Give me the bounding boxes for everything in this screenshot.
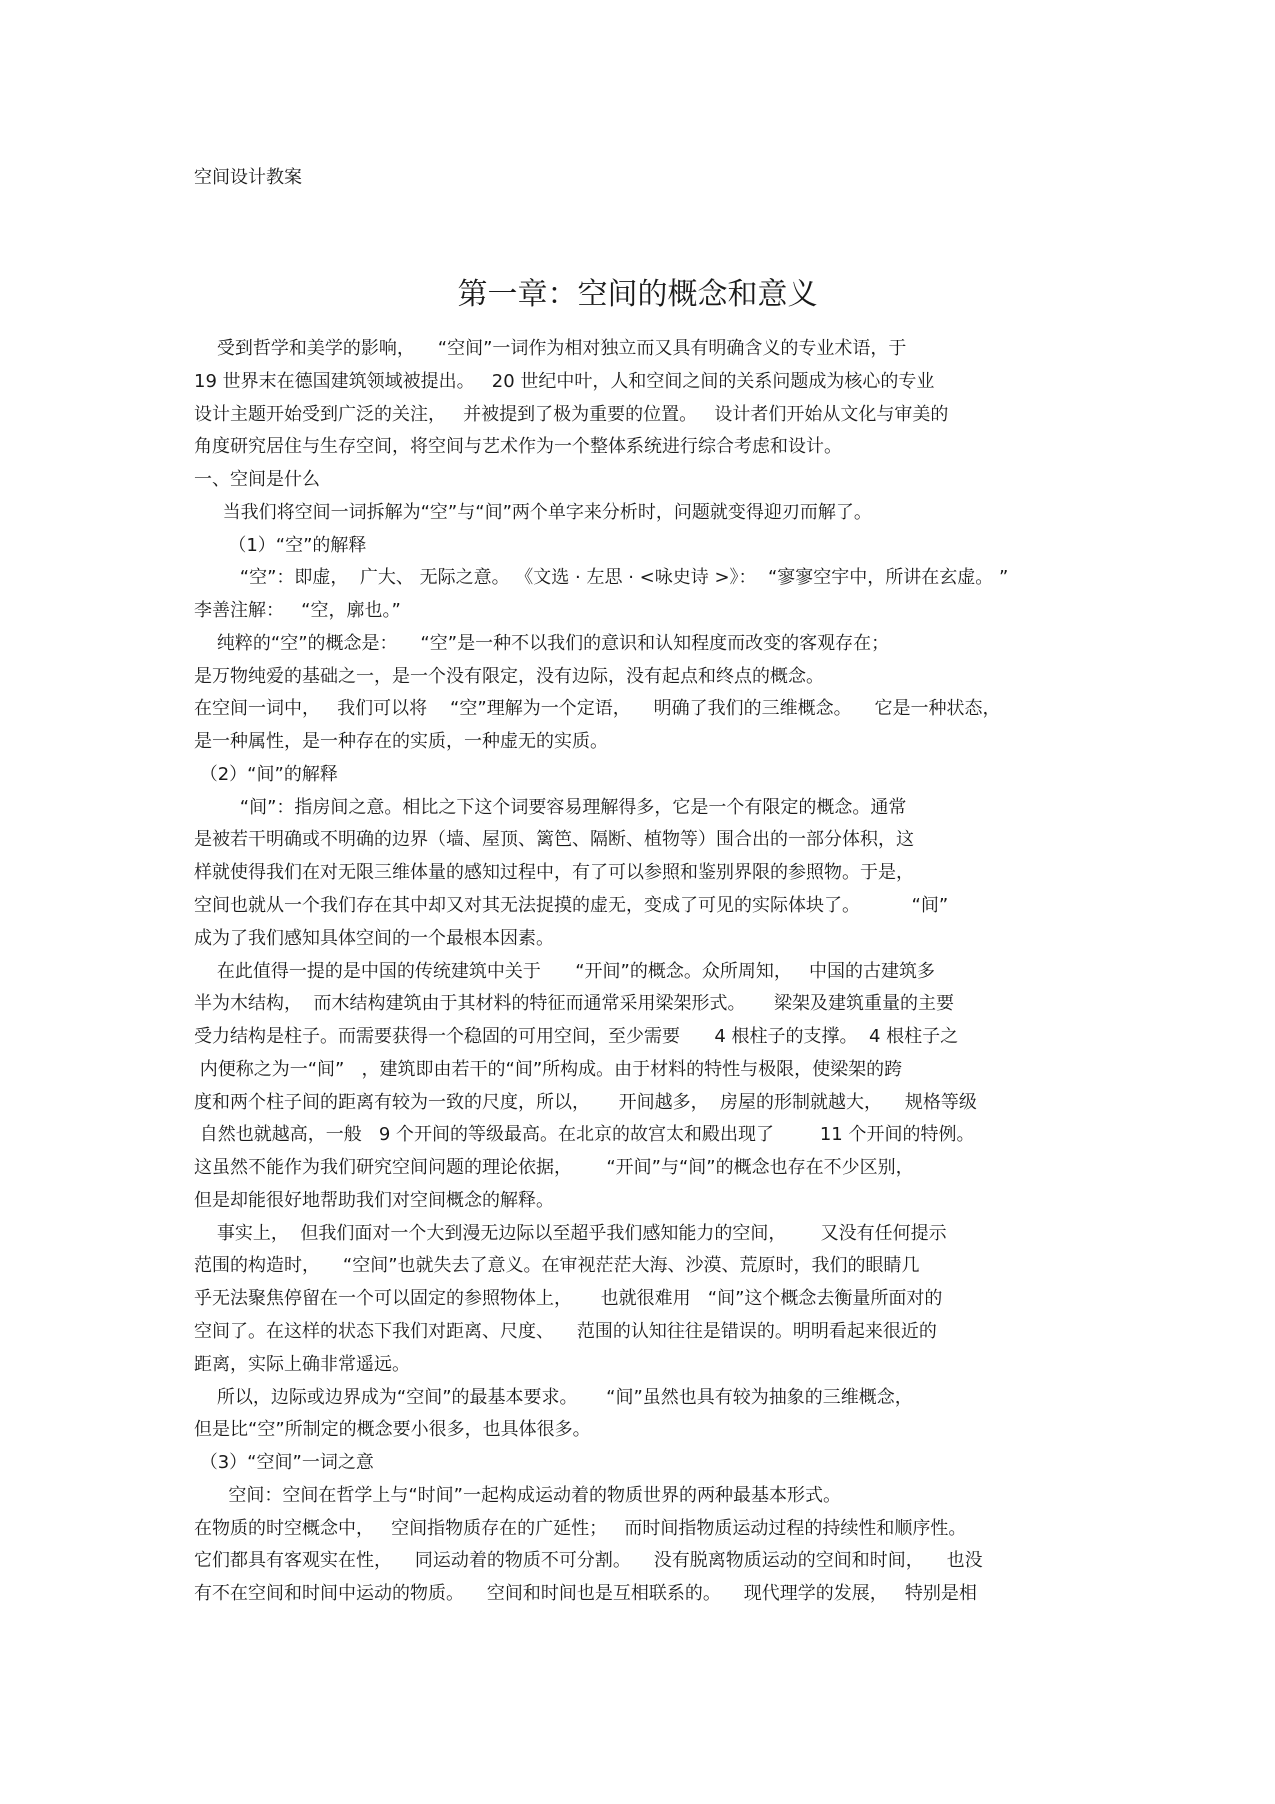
text-line: 受力结构是柱子。而需要获得一个稳固的可用空间，至少需要 4 根柱子的支撑。 4 根柱子之 bbox=[194, 1026, 959, 1048]
text-line: “间”：指房间之意。相比之下这个词要容易理解得多，它是一个有限定的概念。通常 bbox=[194, 796, 907, 818]
text-line: （2）“间”的解释 bbox=[194, 763, 338, 785]
text-line: 纯粹的“空”的概念是： “空”是一种不以我们的意识和认知程度而改变的客观存在； bbox=[194, 632, 890, 654]
text-line: 乎无法聚焦停留在一个可以固定的参照物体上， 也就很难用 “间”这个概念去衡量所面对的 bbox=[194, 1288, 943, 1310]
text-line: 样就使得我们在对无限三维体量的感知过程中，有了可以参照和鉴别界限的参照物。于是， bbox=[194, 862, 914, 884]
body-text bbox=[194, 333, 1094, 1611]
text-line: 事实上， 但我们面对一个大到漫无边际以至超乎我们感知能力的空间， 又没有任何提示 bbox=[194, 1222, 947, 1244]
text-line: 但是却能很好地帮助我们对空间概念的解释。 bbox=[194, 1189, 554, 1211]
text-line: 是一种属性，是一种存在的实质，一种虚无的实质。 bbox=[194, 731, 608, 753]
text-line: 李善注解： “空，廓也。” bbox=[194, 600, 401, 622]
text-line: “空”：即虚， 广大、 无际之意。 《文选 · 左思 · <咏史诗 >》： “寥寥空宇中，所讲在玄虚。 ” bbox=[194, 567, 1009, 589]
text-line: 是被若干明确或不明确的边界（墙、屋顶、篱笆、隔断、植物等）围合出的一部分体积，这 bbox=[194, 829, 914, 851]
text-line: 所以，边际或边界成为“空间”的最基本要求。 “间”虽然也具有较为抽象的三维概念， bbox=[194, 1386, 913, 1408]
text-line: 受到哲学和美学的影响， “空间”一词作为相对独立而又具有明确含义的专业术语，于 bbox=[194, 338, 907, 359]
text-line: 当我们将空间一词拆解为“空”与“间”两个单字来分析时，问题就变得迎刃而解了。 bbox=[194, 501, 872, 523]
text-line: 它们都具有客观实在性， 同运动着的物质不可分割。 没有脱离物质运动的空间和时间， 也没 bbox=[194, 1550, 983, 1572]
text-line: 19 世界末在德国建筑领域被提出。 20 世纪中叶，人和空间之间的关系问题成为核心的专业 bbox=[194, 370, 935, 392]
text-line: 空间也就从一个我们存在其中却又对其无法捉摸的虚无，变成了可见的实际体块了。 “间” bbox=[194, 895, 949, 917]
document-title: 空间设计教案 bbox=[194, 167, 302, 188]
text-line: 但是比“空”所制定的概念要小很多，也具体很多。 bbox=[194, 1419, 591, 1441]
text-line: 这虽然不能作为我们研究空间问题的理论依据， “开间”与“间”的概念也存在不少区别， bbox=[194, 1157, 914, 1179]
text-line: 一、空间是什么 bbox=[194, 469, 320, 491]
text-line: 自然也就越高，一般 9 个开间的等级最高。在北京的故宫太和殿出现了 11 个开间的特例。 bbox=[194, 1124, 975, 1146]
text-line: 度和两个柱子间的距离有较为一致的尺度，所以， 开间越多， 房屋的形制就越大， 规格等级 bbox=[194, 1091, 977, 1113]
text-line: 内便称之为一“间” ，建筑即由若干的“间”所构成。由于材料的特性与极限，使梁架的跨 bbox=[194, 1058, 903, 1080]
text-line: 在物质的时空概念中， 空间指物质存在的广延性； 而时间指物质运动过程的持续性和顺序性。 bbox=[194, 1517, 967, 1539]
text-line: 在空间一词中， 我们可以将 “空”理解为一个定语， 明确了我们的三维概念。 它是一种状态， bbox=[194, 698, 1001, 720]
text-line: 半为木结构， 而木结构建筑由于其材料的特征而通常采用梁架形式。 梁架及建筑重量的主要 bbox=[194, 993, 955, 1015]
text-line: 是万物纯爱的基础之一，是一个没有限定，没有边际，没有起点和终点的概念。 bbox=[194, 665, 824, 687]
text-line: 有不在空间和时间中运动的物质。 空间和时间也是互相联系的。 现代理学的发展， 特别是相 bbox=[194, 1583, 977, 1605]
chapter-title: 第一章：空间的概念和意义 bbox=[457, 277, 818, 312]
text-line: （3）“空间”一词之意 bbox=[194, 1452, 374, 1474]
text-line: 成为了我们感知具体空间的一个最根本因素。 bbox=[194, 927, 554, 949]
text-line: 设计主题开始受到广泛的关注， 并被提到了极为重要的位置。 设计者们开始从文化与审美的 bbox=[194, 403, 949, 425]
text-line: 距离，实际上确非常遥远。 bbox=[194, 1353, 410, 1375]
text-line: 范围的构造时， “空间”也就失去了意义。在审视茫茫大海、沙漠、荒原时，我们的眼睛几 bbox=[194, 1255, 920, 1277]
text-line: 在此值得一提的是中国的传统建筑中关于 “开间”的概念。众所周知， 中国的古建筑多 bbox=[194, 960, 936, 982]
text-line: 角度研究居住与生存空间，将空间与艺术作为一个整体系统进行综合考虑和设计。 bbox=[194, 436, 842, 458]
text-line: 空间了。在这样的状态下我们对距离、尺度、 范围的认知往往是错误的。明明看起来很近的 bbox=[194, 1320, 937, 1342]
text-line: （1）“空”的解释 bbox=[194, 534, 367, 556]
text-line: 空间：空间在哲学上与“时间”一起构成运动着的物质世界的两种最基本形式。 bbox=[194, 1484, 841, 1506]
